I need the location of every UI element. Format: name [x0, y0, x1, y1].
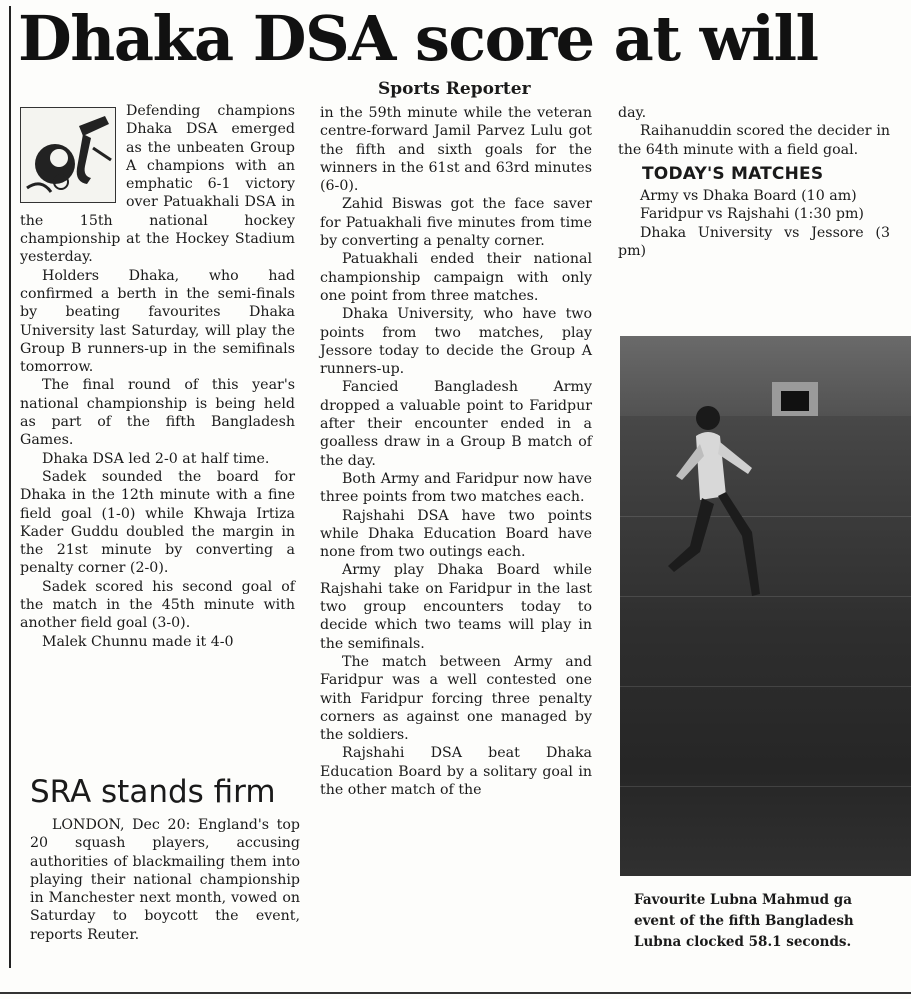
paragraph: Dhaka DSA led 2-0 at half time.	[42, 450, 270, 467]
match-item: Dhaka University vs Jessore (3 pm)	[618, 224, 890, 260]
match-item: Army vs Dhaka Board (10 am)	[640, 188, 857, 205]
sidebar-story	[30, 816, 300, 944]
paragraph: Rajshahi DSA have two points while Dhaka Education Board have none from two outings each.	[320, 507, 592, 561]
column-rule-left	[9, 6, 11, 968]
byline: Sports Reporter	[378, 79, 531, 99]
article-column-3	[618, 104, 890, 260]
paragraph: Rajshahi DSA beat Dhaka Education Board by a solitary goal in the other match of the	[320, 745, 592, 798]
todays-matches-title: TODAY'S MATCHES	[642, 163, 824, 184]
paragraph: The match between Army and Faridpur was a well contested one with Faridpur forcing three penalty corners as against one managed by the soldiers.	[320, 653, 592, 744]
paragraph: Sadek sounded the board for Dhaka in the 12th minute with a fine field goal (1-0) while Khwaja Irtiza Kader Guddu doubled the margin in the 21st minute by converting a penalty corner (2-0).	[20, 468, 295, 577]
photo-caption	[634, 890, 911, 953]
caption-line: Favourite Lubna Mahmud ga	[634, 892, 852, 908]
paragraph: Holders Dhaka, who had confirmed a berth in the semi-finals by beating favourites Dhaka University last Saturday, will play the Group B runners-up in the semifinals tomorrow.	[20, 267, 295, 376]
paragraph: Raihanuddin scored the decider in the 64th minute with a field goal.	[618, 123, 890, 158]
runner-figure	[656, 396, 796, 616]
article-column-1	[20, 102, 295, 651]
article-headline: Dhaka DSA score at will	[18, 2, 818, 75]
sidebar-body: LONDON, Dec 20: England's top 20 squash players, accusing authorities of blackmailing them into playing their national championship in Manchester next month, vowed on Saturday to boycott the event, reports Reuter.	[30, 817, 300, 943]
athlete-photo	[620, 336, 911, 876]
hockey-player-logo-icon	[20, 107, 116, 203]
paragraph: in the 59th minute while the veteran centre-forward Jamil Parvez Lulu got the fifth and sixth goals for the winners in the 61st and 63rd minutes (6-0).	[320, 105, 592, 195]
caption-line: Lubna clocked 58.1 seconds.	[634, 934, 852, 950]
paragraph: Malek Chunnu made it 4-0	[42, 633, 234, 650]
paragraph: The final round of this year's national championship is being held as part of the fifth Bangladesh Games.	[20, 377, 295, 449]
paragraph: Army play Dhaka Board while Rajshahi take on Faridpur in the last two group encounters today to decide which two teams will play in the semifinals.	[320, 562, 592, 652]
article-column-2	[320, 104, 592, 799]
paragraph: Sadek scored his second goal of the match in the 45th minute with another field goal (3-0).	[20, 578, 295, 632]
lead-paragraph: Defending champions Dhaka DSA emerged as the unbeaten Group A champions with an emphatic 6-1 victory over Patuakhali DSA in the 15th national hockey championship at the Hockey Stadium yesterday.	[20, 103, 295, 266]
paragraph: Both Army and Faridpur now have three points from two matches each.	[320, 470, 592, 506]
caption-line: event of the fifth Bangladesh	[634, 913, 854, 929]
sidebar-headline: SRA stands firm	[30, 774, 276, 810]
paragraph: Zahid Biswas got the face saver for Patuakhali five minutes from time by converting a penalty corner.	[320, 196, 592, 250]
paragraph: day.	[618, 105, 647, 121]
paragraph: Dhaka University, who have two points from two matches, play Jessore today to decide the Group A runners-up.	[320, 306, 592, 378]
paragraph: Fancied Bangladesh Army dropped a valuable point to Faridpur after their encounter ended in a goalless draw in a Group B match of the day.	[320, 379, 592, 469]
match-item: Faridpur vs Rajshahi (1:30 pm)	[640, 206, 864, 223]
page-rule-bottom	[0, 992, 911, 994]
paragraph: Patuakhali ended their national championship campaign with only one point from three matches.	[320, 251, 592, 304]
